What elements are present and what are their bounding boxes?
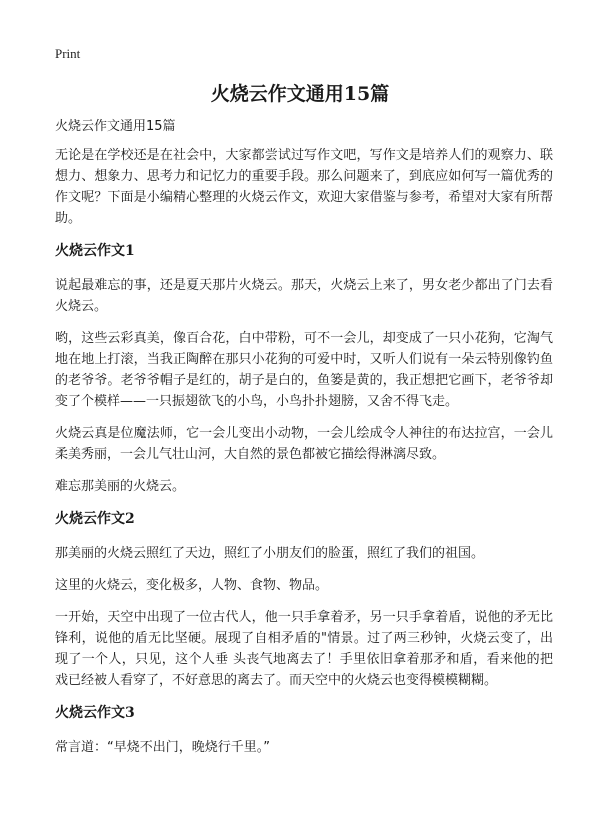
essay-section-1 [55,240,553,497]
paragraph: 常言道：“早烧不出门，晚烧行千里。” [55,740,270,755]
paragraph: 说起最难忘的事，还是夏天那片火烧云。那天，火烧云上来了，男女老少都出了门去看火烧云。 [55,278,553,314]
paragraph: 火烧云真是位魔法师，它一会儿变出小动物，一会儿绘成令人神往的布达拉宫，一会儿柔美秀丽，一会儿气壮山河，大自然的景色都被它描绘得淋漓尽致。 [55,426,553,462]
essay-section-3 [55,702,553,758]
print-label: Print [55,46,81,61]
paragraph: 这里的火烧云，变化极多，人物、食物、物品。 [55,578,329,593]
paragraph: 一开始，天空中出现了一位古代人，他一只手拿着矛，另一只手拿着盾，说他的矛无比锋利，说他的盾无比坚硬。展现了自相矛盾的"情景。过了两三秒钟，火烧云变了，出现了一个人，只见，这个人垂 头丧气地离去了！手里依旧拿着那矛和盾，看来他的把戏已经被人看穿了，不好意思的离去了。而天空中的火烧云也变得模模糊糊。 [55,610,553,688]
intro-paragraph: 无论是在学校还是在社会中，大家都尝试过写作文吧，写作文是培养人们的观察力、联想力、想象力、思考力和记忆力的重要手段。那么问题来了，到底应如何写一篇优秀的作文呢？下面是小编精心整理的火烧云作文，欢迎大家借鉴与参考，希望对大家有所帮助。 [55,148,553,226]
section-heading: 火烧云作文1 [55,243,135,259]
essay-section-2 [55,508,553,691]
section-heading: 火烧云作文3 [55,705,135,721]
section-heading: 火烧云作文2 [55,511,135,527]
document-body [55,116,553,769]
paragraph: 那美丽的火烧云照红了天边，照红了小朋友们的脸蛋，照红了我们的祖国。 [55,546,485,561]
paragraph: 哟，这些云彩真美，像百合花，白中带粉，可不一会儿，却变成了一只小花狗，它淘气地在地上打滚，当我正陶醉在那只小花狗的可爱中时，又听人们说有一朵云特别像钓鱼的老爷爷。老爷爷帽子是红的，胡子是白的，鱼篓是黄的，我正想把它画下，老爷爷却变了个模样——一只振翅欲飞的小鸟，小鸟扑扑翅膀，又舍不得飞走。 [55,331,553,409]
document-title: 火烧云作文通用15篇 [210,83,390,105]
document-subtitle: 火烧云作文通用15篇 [55,119,176,134]
paragraph: 难忘那美丽的火烧云。 [55,479,186,494]
